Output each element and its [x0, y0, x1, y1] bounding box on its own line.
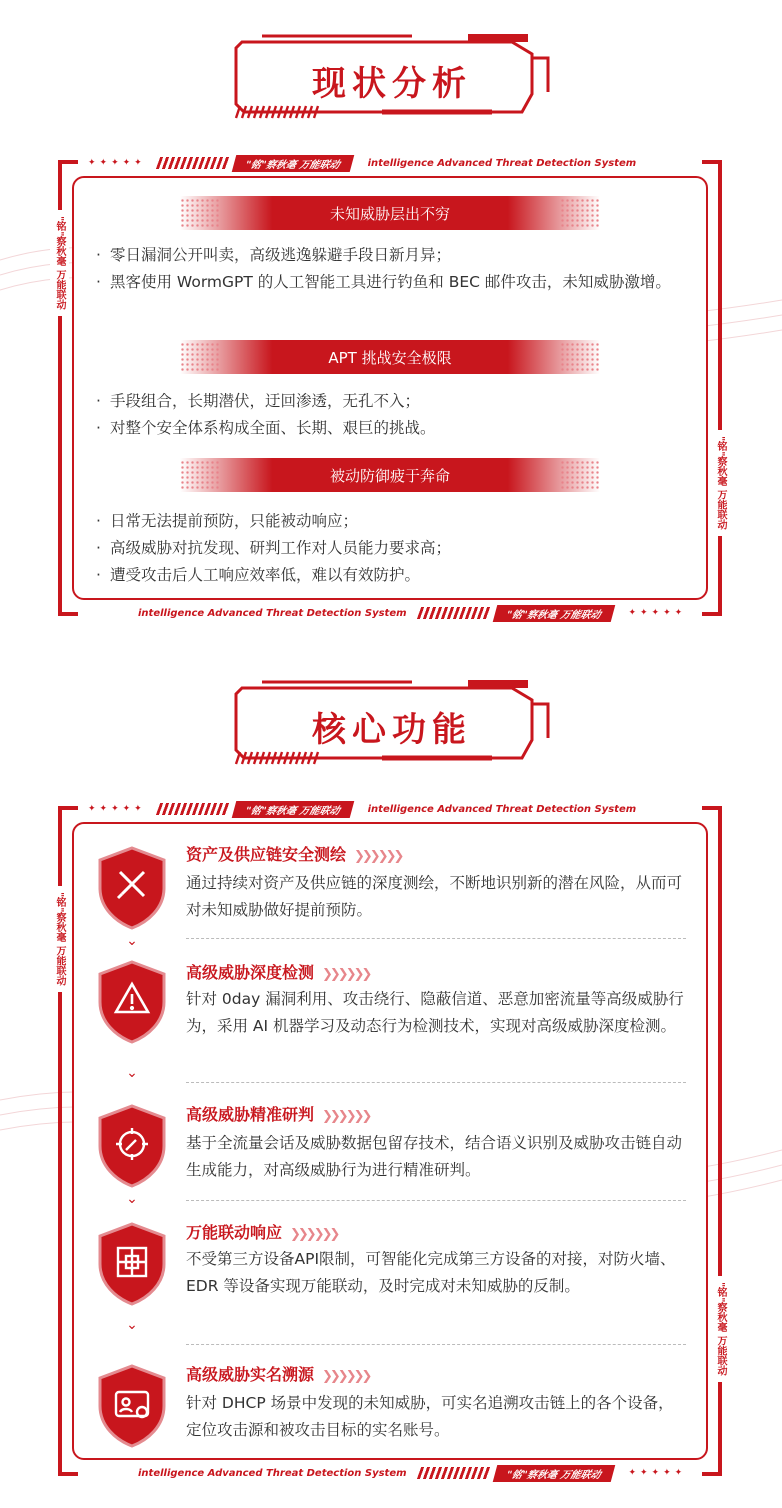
feature-title: 高级威胁实名溯源 ❯❯❯❯❯❯ — [186, 1365, 370, 1384]
slogan-tag: "铭"察秋毫 万能联动 — [231, 801, 353, 818]
bullet-list — [96, 242, 688, 296]
feature-desc: 不受第三方设备API限制，可智能化完成第三方设备的对接，对防火墙、EDR 等设备实现万能联动，及时完成对未知威胁的反制。 — [186, 1250, 676, 1295]
bullet-item: · 高级威胁对抗发现、研判工作对人员能力要求高； — [96, 535, 688, 562]
feature-title: 高级威胁深度检测 ❯❯❯❯❯❯ — [186, 963, 370, 982]
stripe-decoration — [416, 607, 490, 619]
section1-title-plaque — [232, 34, 552, 120]
feature-item — [96, 1358, 688, 1458]
bullet-list — [96, 508, 688, 589]
block-heading: APT 挑战安全极限 — [328, 348, 452, 367]
block-heading: 未知威胁层出不穷 — [329, 204, 450, 223]
shield-badge — [96, 1222, 168, 1306]
frame-bottom-bar — [78, 604, 702, 622]
bullet-item: · 零日漏洞公开叫卖，高级逃逸躲避手段日新月异； — [96, 242, 688, 269]
chevron-down-icon: ⌄ — [126, 1191, 138, 1207]
feature-desc: 通过持续对资产及供应链的深度测绘，不断地识别新的潜在风险，从而可对未知威胁做好提前预防。 — [186, 874, 683, 919]
side-slogan-right: "铭"察秋毫 万能联动 — [711, 1276, 730, 1382]
frame-bottom-text: intelligence Advanced Threat Detection System — [138, 607, 407, 619]
block-heading-banner — [180, 196, 600, 230]
feature-desc: 针对 DHCP 场景中发现的未知威胁，可实名追溯攻击链上的各个设备，定位攻击源和被攻击目标的实名账号。 — [186, 1394, 674, 1439]
shield-badge — [96, 1104, 168, 1188]
frame-bottom-bar — [78, 1464, 702, 1482]
bullet-item: · 遭受攻击后人工响应效率低，难以有效防护。 — [96, 562, 688, 589]
slogan-tag: "铭"察秋毫 万能联动 — [492, 605, 614, 622]
bullet-list — [96, 388, 688, 442]
divider — [186, 938, 686, 939]
section2-title-plaque — [232, 680, 552, 766]
chevron-down-icon: ⌄ — [126, 1317, 138, 1333]
feature-title: 资产及供应链安全测绘 ❯❯❯❯❯❯ — [186, 845, 402, 864]
block-heading-banner — [180, 458, 600, 492]
feature-item — [96, 1216, 688, 1356]
divider — [186, 1344, 686, 1345]
slogan-tag: "铭"察秋毫 万能联动 — [231, 155, 353, 172]
frame-top-text: intelligence Advanced Threat Detection System — [367, 157, 637, 169]
chevron-down-icon: ⌄ — [126, 933, 138, 949]
frame-bottom-text: intelligence Advanced Threat Detection System — [138, 1467, 407, 1479]
frame-top-bar — [78, 154, 702, 172]
side-slogan-left: "铭"察秋毫 万能联动 — [50, 210, 69, 316]
feature-item — [96, 956, 688, 1086]
stripe-decoration — [156, 157, 230, 169]
bullet-item: · 日常无法提前预防，只能被动响应； — [96, 508, 688, 535]
frame-top-bar — [78, 800, 702, 818]
star-decoration: ✦✦✦✦✦ — [628, 608, 687, 618]
stripe-decoration — [156, 803, 230, 815]
bullet-item: · 手段组合，长期潜伏，迂回渗透，无孔不入； — [96, 388, 688, 415]
star-decoration: ✦✦✦✦✦ — [88, 804, 146, 814]
side-slogan-left: "铭"察秋毫 万能联动 — [50, 886, 69, 992]
feature-title: 万能联动响应 ❯❯❯❯❯❯ — [186, 1223, 338, 1242]
shield-badge — [96, 1364, 168, 1448]
bullet-item: · 对整个安全体系构成全面、长期、艰巨的挑战。 — [96, 415, 688, 442]
chevron-down-icon: ⌄ — [126, 1065, 138, 1081]
block-heading: 被动防御疲于奔命 — [329, 466, 450, 485]
side-slogan-right: "铭"察秋毫 万能联动 — [711, 430, 730, 536]
feature-item — [96, 1098, 688, 1208]
bullet-item: · 黑客使用 WormGPT 的人工智能工具进行钓鱼和 BEC 邮件攻击，未知威胁激增。 — [96, 269, 688, 296]
section-title: 现状分析 — [312, 64, 472, 104]
shield-badge — [96, 846, 168, 930]
divider — [186, 1200, 686, 1201]
feature-desc: 基于全流量会话及威胁数据包留存技术，结合语义识别及威胁攻击链自动生成能力，对高级威胁行为进行精准研判。 — [186, 1134, 683, 1179]
feature-item — [96, 836, 688, 949]
star-decoration: ✦✦✦✦✦ — [628, 1468, 687, 1478]
frame-top-text: intelligence Advanced Threat Detection System — [367, 803, 637, 815]
section-title: 核心功能 — [312, 710, 472, 750]
star-decoration: ✦✦✦✦✦ — [88, 158, 146, 168]
slogan-tag: "铭"察秋毫 万能联动 — [492, 1465, 614, 1482]
divider — [186, 1082, 686, 1083]
stripe-decoration — [416, 1467, 490, 1479]
feature-title: 高级威胁精准研判 ❯❯❯❯❯❯ — [186, 1105, 370, 1124]
feature-desc: 针对 0day 漏洞利用、攻击绕行、隐蔽信道、恶意加密流量等高级威胁行为，采用 AI 机器学习及动态行为检测技术，实现对高级威胁深度检测。 — [186, 990, 684, 1035]
shield-badge — [96, 960, 168, 1044]
block-heading-banner — [180, 340, 600, 374]
